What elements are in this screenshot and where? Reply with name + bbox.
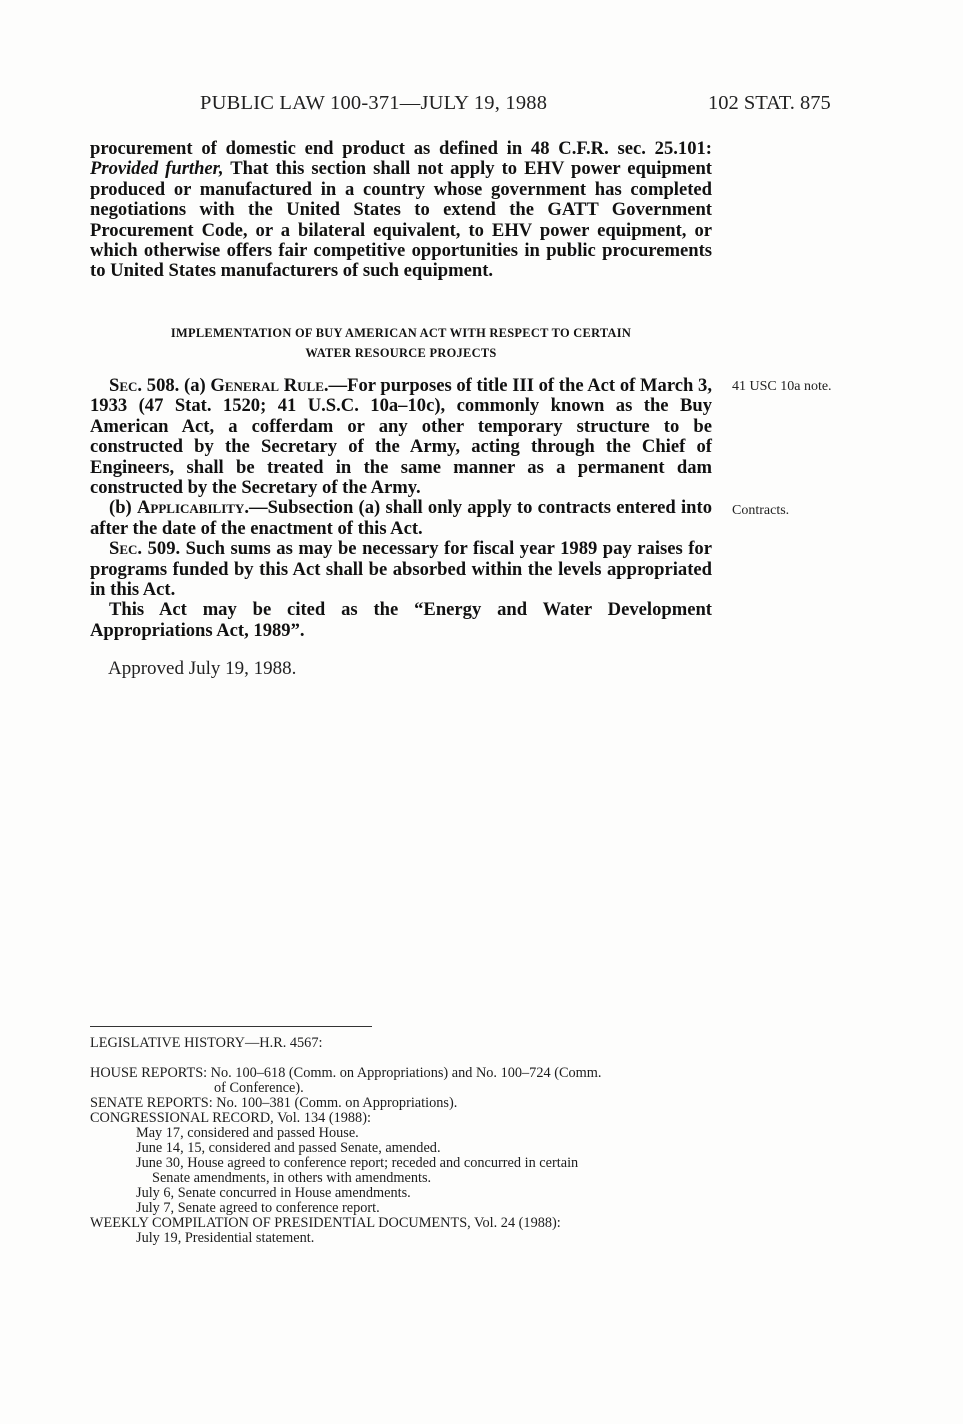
- proviso-text: That this section shall not apply to EHV power equipment produced or manufactured in a country whose government has completed negotiations with the United States to extend the GATT Government Procurement Code, or a bilateral equivalent, to EHV power equipment, or which otherwise offers fair competitive opportunities in public procurements to United States manufacturers of such equipment.: [90, 158, 712, 282]
- running-head: PUBLIC LAW 100-371—JULY 19, 1988: [200, 92, 548, 114]
- stat-citation: 102 STAT. 875: [708, 92, 831, 114]
- proviso-italic: Provided further,: [90, 158, 224, 180]
- section-heading-line: WATER RESOURCE PROJECTS: [305, 346, 497, 360]
- history-entry: SENATE REPORTS: No. 100–381 (Comm. on Appropriations).: [90, 1095, 458, 1111]
- sec-508-a: [90, 376, 712, 498]
- body-text-sections: [90, 376, 712, 641]
- footnote-divider: [90, 1026, 372, 1027]
- section-heading-line: IMPLEMENTATION OF BUY AMERICAN ACT WITH RESPECT TO CERTAIN: [170, 326, 632, 340]
- sec-text: —For purposes of title III of the Act of March 3, 1933 (47 Stat. 1520; 41 U.S.C. 10a–10c), commonly known as the Buy American Act, a cofferdam or any other temporary structure to be constructed by the Secretary of the Army, acting through the Chief of Engineers, shall be treated in the same manner as a permanent dam constructed by the Secretary of the Army.: [90, 375, 712, 499]
- sec-509: [90, 539, 712, 600]
- history-entry: HOUSE REPORTS: No. 100–618 (Comm. on Appropriations) and No. 100–724 (Comm.: [90, 1065, 602, 1081]
- history-subentry: July 6, Senate concurred in House amendments.: [136, 1185, 411, 1201]
- history-subentry: Senate amendments, in others with amendments.: [152, 1170, 432, 1186]
- body-line: 25.101:: [654, 138, 712, 159]
- section-heading: [90, 323, 712, 363]
- subsection-label: (b): [109, 497, 132, 519]
- history-subentry: May 17, considered and passed House.: [136, 1125, 359, 1141]
- margin-note-contracts: Contracts.: [732, 503, 790, 518]
- approval-date: Approved July 19, 1988.: [108, 658, 297, 679]
- history-entry: CONGRESSIONAL RECORD, Vol. 134 (1988):: [90, 1110, 371, 1126]
- body-paragraph: [90, 139, 712, 282]
- legislative-history-title: LEGISLATIVE HISTORY—H.R. 4567:: [90, 1035, 323, 1051]
- history-subentry: July 7, Senate agreed to conference report.: [136, 1200, 380, 1216]
- subsection-heading: General Rule.: [210, 375, 329, 396]
- body-line: procurement of domestic end product as defined in 48 C.F.R. sec.: [90, 138, 646, 159]
- legislative-history: [90, 1066, 730, 1246]
- sec-508-b: [90, 498, 712, 539]
- body-text-top: [90, 139, 712, 282]
- sec-label: Sec.: [109, 375, 143, 396]
- history-entry: WEEKLY COMPILATION OF PRESIDENTIAL DOCUMENTS, Vol. 24 (1988):: [90, 1215, 561, 1231]
- sec-label: Sec.: [109, 538, 143, 560]
- subsection-heading: Applicability.: [136, 497, 249, 519]
- short-title: This Act may be cited as the “Energy and Water Development Appropriations Act, 1989”.: [90, 599, 712, 641]
- history-subentry: June 14, 15, considered and passed Senate, amended.: [136, 1140, 441, 1156]
- history-subentry: July 19, Presidential statement.: [136, 1230, 315, 1246]
- sec-text: —Subsection (a) shall only apply to contracts entered into after the date of the enactment of this Act.: [90, 497, 712, 539]
- margin-note-usc: 41 USC 10a note.: [732, 379, 832, 394]
- history-subentry: June 30, House agreed to conference report; receded and concurred in certain: [136, 1155, 579, 1171]
- sec-text: 509. Such sums as may be necessary for fiscal year 1989 pay raises for programs funded by this Act shall be absorbed within the levels appropriated in this Act.: [90, 538, 712, 601]
- sec-number: 508. (a): [146, 375, 206, 396]
- history-entry: of Conference).: [214, 1080, 304, 1096]
